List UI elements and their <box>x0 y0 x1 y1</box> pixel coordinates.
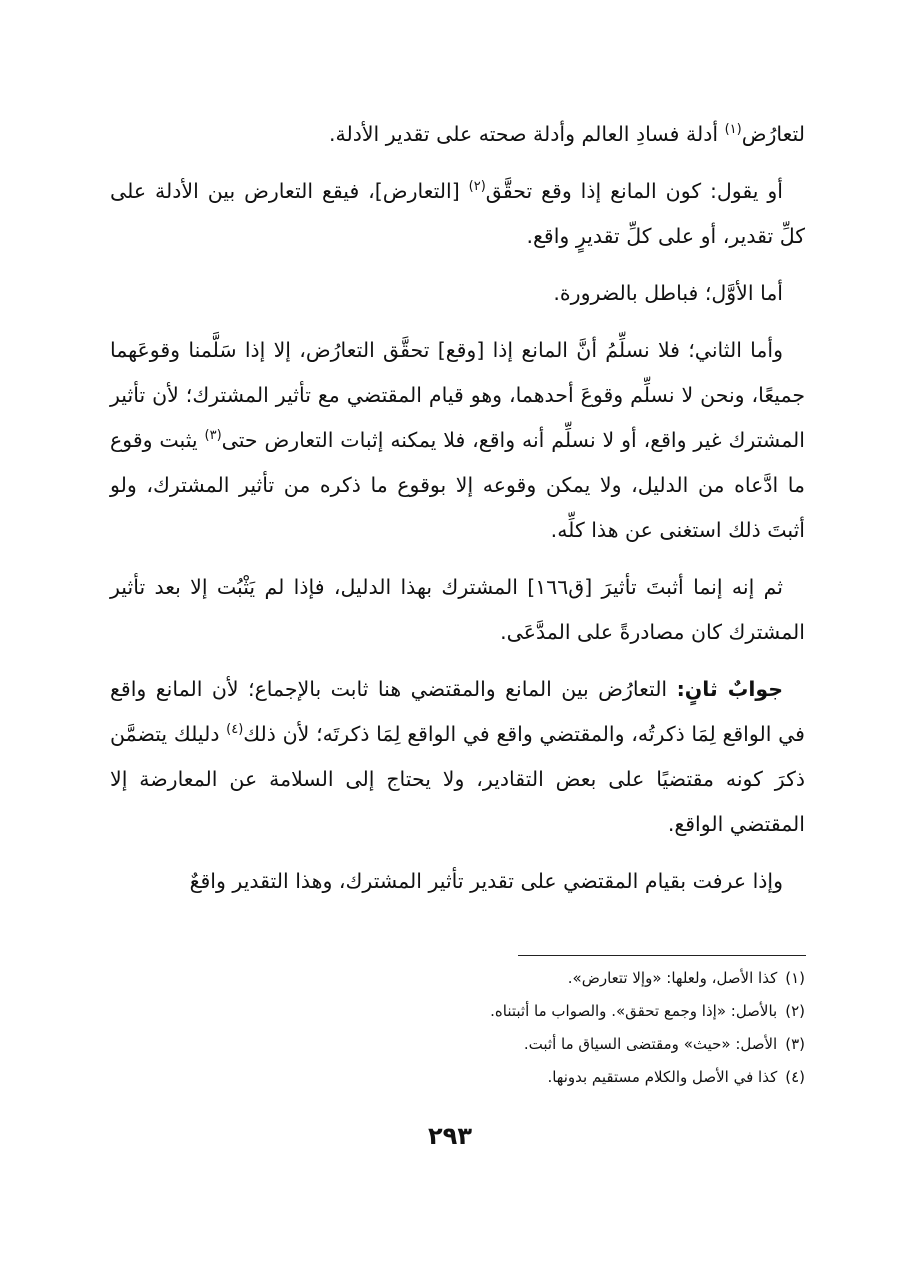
answer-heading: جوابٌ ثانٍ: <box>676 677 783 701</box>
footnote-number: (٢) <box>785 1002 805 1020</box>
footnote <box>110 1028 805 1061</box>
paragraph <box>110 859 805 904</box>
footnote-text: كذا الأصل، ولعلها: «وإلا تتعارض». <box>567 969 778 987</box>
paragraph <box>110 667 805 847</box>
paragraph-text: وإذا عرفت بقيام المقتضي على تقدير تأثير المشترك، وهذا التقدير واقعٌ <box>189 869 783 893</box>
paragraph-text: دليلك يتضمَّن ذكرَ كونه مقتضيًا على بعض التقادير، ولا يحتاج إلى السلامة عن المعارضة إلا المقتضي الواقع. <box>110 722 805 836</box>
footnote-number: (١) <box>785 969 805 987</box>
paragraph <box>110 112 805 157</box>
paragraph-text: يثبت وقوع ما ادَّعاه من الدليل، ولا يمكن وقوعه إلا بوقوع ما ذكره من تأثير المشترك، ولو أثبتَ ذلك استغنى عن هذا كلِّه. <box>110 428 805 542</box>
paragraph-text: لتعارُض <box>741 122 805 146</box>
paragraph <box>110 565 805 655</box>
footnote-divider <box>518 955 806 956</box>
footnote-number: (٤) <box>785 1068 805 1086</box>
paragraph-text: [التعارض]، فيقع التعارض بين الأدلة على كلِّ تقدير، أو على كلِّ تقديرٍ واقع. <box>110 179 805 248</box>
page-number: ٢٩٣ <box>428 1122 472 1150</box>
paragraph <box>110 169 805 259</box>
footnotes-list <box>110 962 805 1094</box>
paragraph-text: أدلة فسادِ العالم وأدلة صحته على تقدير الأدلة. <box>328 122 725 146</box>
paragraph-text: وأما الثاني؛ فلا نسلِّمُ أنَّ المانع إذا [وقع] تحقَّق التعارُض، إلا إذا سَلَّمنا وقوعَهما جميعًا، ونحن لا نسلِّم وقوعَ أحدهما، وهو قيام المقتضي مع تأثير المشترك؛ لأن تأثير المشترك غير واقع، أو لا نسلِّم أنه واقع، فلا يمكنه إثبات التعارض حتى <box>110 338 805 452</box>
footnote <box>110 1061 805 1094</box>
paragraph <box>110 271 805 316</box>
footnote-number: (٣) <box>785 1035 805 1053</box>
main-text <box>110 112 805 916</box>
paragraph-text: أما الأوَّل؛ فباطل بالضرورة. <box>553 281 783 305</box>
paragraph-text: ثم إنه إنما أثبتَ تأثيرَ [ق١٦٦] المشترك بهذا الدليل، فإذا لم يَثْبُت إلا بعد تأثير المشترك كان مصادرةً على المدَّعَى. <box>110 575 805 644</box>
paragraph-text: التعارُض بين المانع والمقتضي هنا ثابت بالإجماع؛ لأن المانع واقع في الواقع لِمَا ذكرتُه، والمقتضي واقع في الواقع لِمَا ذكرتَه؛ لأن ذلك <box>110 677 805 746</box>
footnote-text: كذا في الأصل والكلام مستقيم بدونها. <box>547 1068 778 1086</box>
footnote-marker: (١) <box>724 122 742 138</box>
footnote-marker: (٤) <box>226 722 244 738</box>
footnote-text: الأصل: «حيث» ومقتضى السياق ما أثبت. <box>523 1035 778 1053</box>
paragraph <box>110 328 805 553</box>
footnote-marker: (٢) <box>468 179 486 195</box>
footnote <box>110 995 805 1028</box>
paragraph-text: أو يقول: كون المانع إذا وقع تحقَّق <box>485 179 783 203</box>
footnote-marker: (٣) <box>204 428 222 444</box>
footnote-text: بالأصل: «إذا وجمع تحقق». والصواب ما أثبتناه. <box>490 1002 778 1020</box>
footnote <box>110 962 805 995</box>
